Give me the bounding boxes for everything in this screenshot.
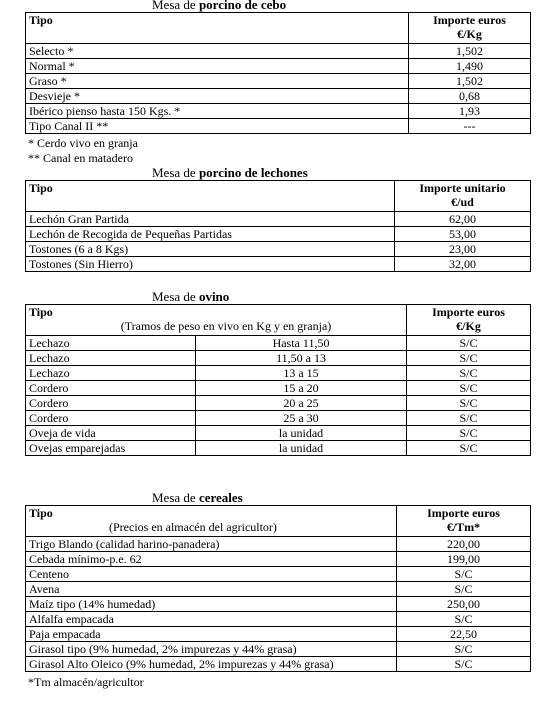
table-row xyxy=(26,396,531,411)
tipo-cell: Girasol Alto Oleico (9% humedad, 2% impurezas y 44% grasa) xyxy=(26,657,397,672)
cebo-note-2: ** Canal en matadero xyxy=(28,151,133,165)
tipo-cell: Centeno xyxy=(26,567,397,582)
table-row xyxy=(26,257,531,272)
precio-cell: 1,490 xyxy=(409,59,531,74)
precio-cell: S/C xyxy=(407,336,531,351)
precio-cell: S/C xyxy=(397,582,531,597)
cereales-section xyxy=(25,505,531,672)
peso-cell: Hasta 11,50 xyxy=(196,336,407,351)
precio-cell: 250,00 xyxy=(397,597,531,612)
precio-cell: 199,00 xyxy=(397,552,531,567)
table-row xyxy=(26,336,531,351)
price-header-line2: €/Kg xyxy=(456,319,481,333)
precio-cell: --- xyxy=(409,119,531,134)
caption-prefix: Mesa de xyxy=(152,165,196,180)
table-row xyxy=(26,582,531,597)
cereales-note: *Tm almacén/agricultor xyxy=(28,675,144,689)
table-row xyxy=(26,89,531,104)
ovino-section xyxy=(25,304,531,456)
precio-cell: S/C xyxy=(407,411,531,426)
cereales-rows xyxy=(26,537,531,672)
price-header-line1: Importe euros xyxy=(427,506,500,520)
peso-cell: 13 a 15 xyxy=(196,366,407,381)
table-row xyxy=(26,242,531,257)
precio-cell: S/C xyxy=(407,396,531,411)
precio-cell: 53,00 xyxy=(395,227,531,242)
table-row xyxy=(26,411,531,426)
peso-cell: la unidad xyxy=(196,426,407,441)
caption-prefix: Mesa de xyxy=(152,0,196,12)
precio-cell: S/C xyxy=(407,426,531,441)
table-row xyxy=(26,212,531,227)
tipo-cell: Maíz tipo (14% humedad) xyxy=(26,597,397,612)
peso-cell: 15 a 20 xyxy=(196,381,407,396)
cebo-table xyxy=(25,12,531,134)
col-tipo-header: Tipo xyxy=(26,181,395,212)
tipo-cell: Cordero xyxy=(26,381,196,396)
tipo-header-sub: (Precios en almacén del agricultor) xyxy=(109,520,277,534)
peso-cell: 20 a 25 xyxy=(196,396,407,411)
precio-cell: 0,68 xyxy=(409,89,531,104)
table-row xyxy=(26,642,531,657)
tipo-cell: Lechón de Recogida de Pequeñas Partidas xyxy=(26,227,395,242)
table-row xyxy=(26,366,531,381)
cereales-table xyxy=(25,505,531,672)
table-row xyxy=(26,627,531,642)
table-row xyxy=(26,567,531,582)
caption-prefix: Mesa de xyxy=(152,490,196,505)
peso-cell: la unidad xyxy=(196,441,407,456)
tipo-cell: Avena xyxy=(26,582,397,597)
lechones-section xyxy=(25,180,531,272)
cebo-note-1: * Cerdo vivo en granja xyxy=(28,136,138,150)
tipo-cell: Tipo Canal II ** xyxy=(26,119,409,134)
table-row xyxy=(26,351,531,366)
caption-prefix: Mesa de xyxy=(152,289,196,304)
caption-bold: cereales xyxy=(198,490,243,505)
precio-cell: S/C xyxy=(407,366,531,381)
tipo-cell: Graso * xyxy=(26,74,409,89)
table-row xyxy=(26,441,531,456)
caption-bold: porcino de cebo xyxy=(198,0,287,12)
cebo-rows xyxy=(26,44,531,134)
price-header-line2: €/Tm* xyxy=(446,520,481,534)
col-tipo-header: Tipo xyxy=(26,13,409,44)
table-row xyxy=(26,74,531,89)
tipo-cell: Tostones (Sin Hierro) xyxy=(26,257,395,272)
tipo-cell: Cordero xyxy=(26,411,196,426)
precio-cell: 62,00 xyxy=(395,212,531,227)
lechones-table xyxy=(25,180,531,272)
table-row xyxy=(26,597,531,612)
price-header-line1: Importe euros xyxy=(432,305,505,319)
precio-cell: 220,00 xyxy=(397,537,531,552)
price-header-line1: Importe euros xyxy=(433,13,506,27)
precio-cell: 1,93 xyxy=(409,104,531,119)
ovino-table xyxy=(25,304,531,456)
precio-cell: S/C xyxy=(407,381,531,396)
tipo-header-sub: (Tramos de peso en vivo en Kg y en granja) xyxy=(120,319,332,333)
tipo-cell: Ovejas emparejadas xyxy=(26,441,196,456)
precio-cell: S/C xyxy=(397,567,531,582)
tipo-cell: Alfalfa empacada xyxy=(26,612,397,627)
tipo-cell: Normal * xyxy=(26,59,409,74)
table-row xyxy=(26,426,531,441)
tipo-cell: Trigo Blando (calidad harino-panadera) xyxy=(26,537,397,552)
table-row xyxy=(26,227,531,242)
col-price-header xyxy=(395,181,531,212)
table-row xyxy=(26,59,531,74)
tipo-cell: Lechazo xyxy=(26,336,196,351)
table-row xyxy=(26,552,531,567)
tipo-cell: Cordero xyxy=(26,396,196,411)
table-row xyxy=(26,119,531,134)
caption-bold: ovino xyxy=(198,289,230,304)
cebo-section xyxy=(25,12,531,134)
tipo-cell: Desvieje * xyxy=(26,89,409,104)
tipo-cell: Lechazo xyxy=(26,366,196,381)
lechones-rows xyxy=(26,212,531,272)
price-header-line1: Importe unitario xyxy=(419,181,506,195)
peso-cell: 25 a 30 xyxy=(196,411,407,426)
tipo-cell: Lechón Gran Partida xyxy=(26,212,395,227)
tipo-header-label: Tipo xyxy=(29,305,53,319)
precio-cell: 32,00 xyxy=(395,257,531,272)
tipo-cell: Tostones (6 a 8 Kgs) xyxy=(26,242,395,257)
col-price-header xyxy=(397,506,531,537)
tipo-cell: Cebada mínimo-p.e. 62 xyxy=(26,552,397,567)
tipo-cell: Selecto * xyxy=(26,44,409,59)
col-tipo-header xyxy=(26,506,397,537)
table-row xyxy=(26,381,531,396)
precio-cell: S/C xyxy=(407,441,531,456)
tipo-cell: Lechazo xyxy=(26,351,196,366)
cereales-caption xyxy=(152,490,243,506)
col-price-header xyxy=(407,305,531,336)
tipo-cell: Ibérico pienso hasta 150 Kgs. * xyxy=(26,104,409,119)
precio-cell: 22,50 xyxy=(397,627,531,642)
table-row xyxy=(26,657,531,672)
col-price-header xyxy=(409,13,531,44)
price-header-line2: €/Kg xyxy=(457,27,482,41)
tipo-header-label: Tipo xyxy=(29,506,53,520)
precio-cell: S/C xyxy=(397,612,531,627)
table-row xyxy=(26,537,531,552)
lechones-caption xyxy=(152,165,308,181)
price-header-line2: €/ud xyxy=(451,195,474,209)
table-row xyxy=(26,104,531,119)
precio-cell: S/C xyxy=(397,657,531,672)
ovino-caption xyxy=(152,289,229,305)
peso-cell: 11,50 a 13 xyxy=(196,351,407,366)
table-row xyxy=(26,44,531,59)
ovino-rows xyxy=(26,336,531,456)
tipo-cell: Paja empacada xyxy=(26,627,397,642)
tipo-cell: Oveja de vida xyxy=(26,426,196,441)
precio-cell: 23,00 xyxy=(395,242,531,257)
precio-cell: 1,502 xyxy=(409,74,531,89)
precio-cell: 1,502 xyxy=(409,44,531,59)
precio-cell: S/C xyxy=(397,642,531,657)
col-tipo-header xyxy=(26,305,407,336)
caption-bold: porcino de lechones xyxy=(198,165,308,180)
tipo-cell: Girasol tipo (9% humedad, 2% impurezas y 44% grasa) xyxy=(26,642,397,657)
precio-cell: S/C xyxy=(407,351,531,366)
table-row xyxy=(26,612,531,627)
